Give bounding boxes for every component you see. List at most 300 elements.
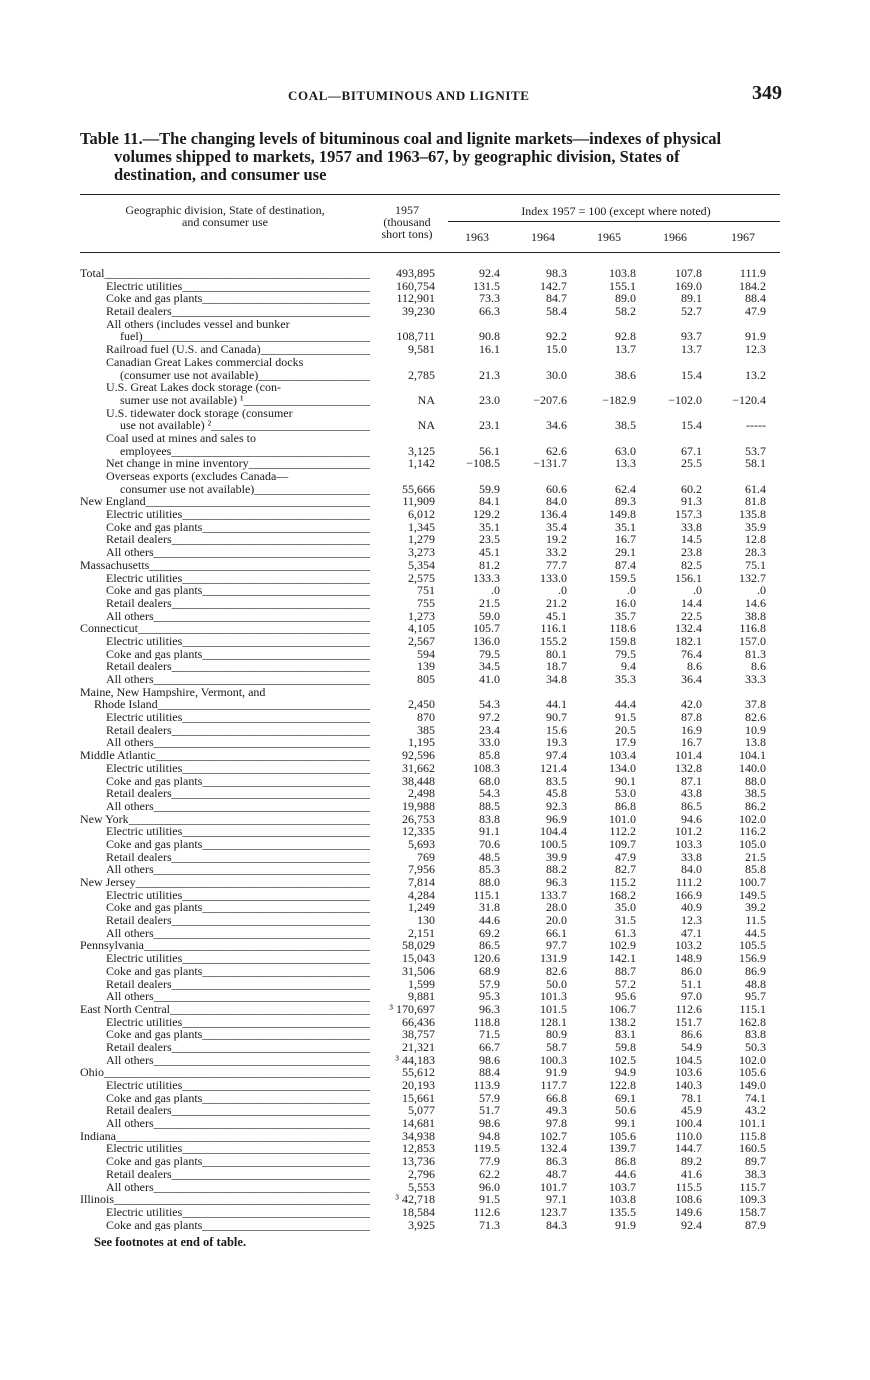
index-1965: 149.8 <box>609 507 636 522</box>
header-geo-line-2: and consumer use <box>182 215 268 229</box>
table-row <box>0 876 870 889</box>
row-label: Massachusetts _____ <box>80 559 370 572</box>
index-1967: 109.3 <box>739 1192 766 1207</box>
index-1966: 157.3 <box>675 507 702 522</box>
index-1967: 14.6 <box>745 595 766 610</box>
table-row <box>0 990 870 1003</box>
row-label: Coke and gas plants _____ <box>106 584 370 597</box>
index-1964: 80.9 <box>546 1027 567 1042</box>
table-row <box>0 521 870 534</box>
index-1963: 81.2 <box>479 557 500 572</box>
index-1963: .0 <box>491 583 500 598</box>
index-1963: 31.8 <box>479 900 500 915</box>
index-1967: 50.3 <box>745 1039 766 1054</box>
index-1967: 158.7 <box>739 1204 766 1219</box>
index-1966: −102.0 <box>668 392 702 407</box>
table-row <box>0 280 870 293</box>
index-1964: 19.2 <box>546 532 567 547</box>
table-row <box>0 267 870 280</box>
index-1966: 54.9 <box>681 1039 702 1054</box>
value-1957: 12,853 <box>402 1141 435 1156</box>
table-row <box>0 432 870 445</box>
value-1957: 5,077 <box>408 1103 435 1118</box>
index-1964: 117.7 <box>540 1078 567 1092</box>
row-label: Electric utilities _____ <box>106 825 370 838</box>
index-1966: 87.1 <box>681 773 702 788</box>
table-row <box>0 1206 870 1219</box>
row-label: Coke and gas plants _____ <box>106 292 370 305</box>
index-1964: 28.0 <box>546 900 567 915</box>
index-1967: 13.2 <box>745 367 766 382</box>
index-1966: 67.1 <box>681 443 702 458</box>
row-label: Coke and gas plants _____ <box>106 1028 370 1041</box>
index-1963: 86.5 <box>479 938 500 953</box>
index-1965: 38.5 <box>615 418 636 433</box>
index-1964: 83.5 <box>546 773 567 788</box>
index-1965: 102.9 <box>609 938 636 953</box>
index-1964: 66.1 <box>546 925 567 940</box>
index-1966: 76.4 <box>681 646 702 661</box>
index-1966: 103.2 <box>675 938 702 953</box>
index-1967: 12.8 <box>745 532 766 547</box>
value-1957: 19,988 <box>402 798 435 813</box>
index-1966: 36.4 <box>681 672 702 686</box>
row-label: Rhode Island _____ <box>94 698 370 711</box>
value-1957: 2,498 <box>408 786 435 801</box>
index-1967: 115.1 <box>739 1001 766 1016</box>
row-label: All others _____ <box>106 673 370 686</box>
index-1963: 98.6 <box>479 1052 500 1067</box>
table-row <box>0 343 870 356</box>
value-1957: 11,909 <box>402 494 435 509</box>
header-1957 <box>368 204 446 240</box>
index-1965: 13.7 <box>615 342 636 357</box>
index-1967: 111.9 <box>739 266 766 280</box>
row-label: East North Central _____ <box>80 1003 370 1016</box>
index-1965: 139.7 <box>609 1141 636 1156</box>
row-label: Retail dealers _____ <box>106 724 370 737</box>
row-label: New York _____ <box>80 813 370 826</box>
value-1957: 112,901 <box>396 291 435 306</box>
index-1967: .0 <box>757 583 766 598</box>
value-1957: 751 <box>417 583 435 598</box>
index-1966: 107.8 <box>675 266 702 280</box>
table-row <box>0 673 870 686</box>
value-1957: 6,012 <box>408 507 435 522</box>
index-1963: 59.9 <box>479 481 500 496</box>
index-1966: 43.8 <box>681 786 702 801</box>
index-1967: 81.8 <box>745 494 766 509</box>
index-1966: 108.6 <box>675 1192 702 1207</box>
index-1963: 91.1 <box>479 824 500 839</box>
header-geographic-division <box>80 204 370 228</box>
index-1967: 10.9 <box>745 722 766 737</box>
index-1963: 97.2 <box>479 710 500 725</box>
row-label: Retail dealers _____ <box>106 305 370 318</box>
index-1965: 83.1 <box>615 1027 636 1042</box>
index-1964: 50.0 <box>546 976 567 991</box>
header-year-1963: 1963 <box>465 230 489 244</box>
index-1964: 155.2 <box>540 633 567 648</box>
index-1965: 87.4 <box>615 557 636 572</box>
index-1967: 8.6 <box>751 659 766 674</box>
table-row <box>0 597 870 610</box>
index-1963: 113.9 <box>473 1078 500 1092</box>
index-1966: 86.6 <box>681 1027 702 1042</box>
value-1957: 20,193 <box>402 1078 435 1092</box>
row-label: Coke and gas plants _____ <box>106 1219 370 1232</box>
index-1966: 25.5 <box>681 456 702 471</box>
index-1965: 31.5 <box>615 913 636 928</box>
index-1967: 101.1 <box>739 1116 766 1131</box>
index-1967: 81.3 <box>745 646 766 661</box>
table-top-rule <box>80 194 780 195</box>
index-1967: 184.2 <box>739 278 766 293</box>
header-year-1966: 1966 <box>663 230 687 244</box>
index-1966: 101.4 <box>675 748 702 763</box>
index-1963: 105.7 <box>473 621 500 636</box>
index-1963: 88.0 <box>479 875 500 889</box>
row-label: Ohio _____ <box>80 1066 370 1079</box>
table-row <box>0 749 870 762</box>
index-1967: 89.7 <box>745 1154 766 1169</box>
index-1967: 48.8 <box>745 976 766 991</box>
row-label: Electric utilities _____ <box>106 952 370 965</box>
index-1963: 35.1 <box>479 519 500 534</box>
row-label: New Jersey _____ <box>80 876 370 889</box>
index-1963: 23.0 <box>479 392 500 407</box>
value-1957: 31,506 <box>402 963 435 978</box>
table-row <box>0 330 870 343</box>
index-1967: 38.3 <box>745 1166 766 1181</box>
index-1966: 89.2 <box>681 1154 702 1169</box>
index-1964: 20.0 <box>546 913 567 928</box>
index-1966: 60.2 <box>681 481 702 496</box>
index-1965: 103.8 <box>609 1192 636 1207</box>
row-label: Retail dealers _____ <box>106 787 370 800</box>
value-1957: 1,279 <box>408 532 435 547</box>
index-1963: 16.1 <box>479 342 500 357</box>
value-1957: 66,436 <box>402 1014 435 1029</box>
index-1966: 92.4 <box>681 1217 702 1232</box>
table-row <box>0 508 870 521</box>
index-1963: 94.8 <box>479 1128 500 1143</box>
index-1965: 135.5 <box>609 1204 636 1219</box>
index-1963: 68.0 <box>479 773 500 788</box>
index-1966: 112.6 <box>675 1001 702 1016</box>
index-1964: 35.4 <box>546 519 567 534</box>
row-label: Total _____ <box>80 267 370 280</box>
index-1964: 88.2 <box>546 862 567 877</box>
index-1965: 20.5 <box>615 722 636 737</box>
index-1964: 30.0 <box>546 367 567 382</box>
row-label: Coke and gas plants _____ <box>106 775 370 788</box>
index-1967: 105.6 <box>739 1065 766 1080</box>
index-1967: 105.0 <box>739 836 766 851</box>
index-1965: 29.1 <box>615 545 636 560</box>
index-1967: 47.9 <box>745 304 766 319</box>
index-1965: 155.1 <box>609 278 636 293</box>
table-row <box>0 787 870 800</box>
row-label: All others _____ <box>106 1054 370 1067</box>
row-label: Coke and gas plants _____ <box>106 1155 370 1168</box>
header-1957-line-2: (thousand <box>383 215 431 229</box>
index-1966: 52.7 <box>681 304 702 319</box>
index-1963: −108.5 <box>466 456 500 471</box>
index-1966: 13.7 <box>681 342 702 357</box>
index-1963: 48.5 <box>479 849 500 864</box>
index-1967: 116.8 <box>739 621 766 636</box>
index-1965: 89.0 <box>615 291 636 306</box>
table-row <box>0 559 870 572</box>
index-1964: 121.4 <box>540 760 567 775</box>
index-1965: 99.1 <box>615 1116 636 1131</box>
value-1957: 493,895 <box>396 266 435 280</box>
caption-line-3: destination, and consumer use <box>114 165 327 184</box>
index-1965: 159.5 <box>609 570 636 585</box>
value-1957: 1,195 <box>408 735 435 750</box>
table-row <box>0 572 870 585</box>
row-label: New England _____ <box>80 495 370 508</box>
index-1964: 116.1 <box>540 621 567 636</box>
table-row <box>0 800 870 813</box>
row-label: Canadian Great Lakes commercial docks <box>106 355 304 369</box>
index-1967: 28.3 <box>745 545 766 560</box>
index-1967: 35.9 <box>745 519 766 534</box>
table-row <box>0 292 870 305</box>
value-1957: 9,881 <box>408 989 435 1004</box>
index-1965: 134.0 <box>609 760 636 775</box>
index-1965: 13.3 <box>615 456 636 471</box>
index-1964: 100.3 <box>540 1052 567 1067</box>
index-1967: 162.8 <box>739 1014 766 1029</box>
index-1965: 88.7 <box>615 963 636 978</box>
index-1964: 97.7 <box>546 938 567 953</box>
index-1964: 90.7 <box>546 710 567 725</box>
value-1957: 5,553 <box>408 1179 435 1194</box>
index-1966: 51.1 <box>681 976 702 991</box>
value-1957: 2,575 <box>408 570 435 585</box>
index-1964: 100.5 <box>540 836 567 851</box>
table-row <box>0 889 870 902</box>
index-1963: 71.3 <box>479 1217 500 1232</box>
index-1963: 85.3 <box>479 862 500 877</box>
index-1967: 53.7 <box>745 443 766 458</box>
index-1967: 156.9 <box>739 951 766 966</box>
index-1964: 84.0 <box>546 494 567 509</box>
row-label: Coke and gas plants _____ <box>106 521 370 534</box>
index-1963: 41.0 <box>479 672 500 686</box>
index-1967: 83.8 <box>745 1027 766 1042</box>
row-label: Retail dealers _____ <box>106 851 370 864</box>
index-1967: 100.7 <box>739 875 766 889</box>
index-1966: 78.1 <box>681 1090 702 1105</box>
value-1957: 2,450 <box>408 697 435 712</box>
index-1966: 82.5 <box>681 557 702 572</box>
index-1965: 94.9 <box>615 1065 636 1080</box>
index-1967: 132.7 <box>739 570 766 585</box>
value-1957: 7,814 <box>408 875 435 889</box>
index-1963: 68.9 <box>479 963 500 978</box>
index-1964: .0 <box>558 583 567 598</box>
index-1966: 22.5 <box>681 608 702 623</box>
index-1966: 103.6 <box>675 1065 702 1080</box>
value-1957: 1,599 <box>408 976 435 991</box>
index-1965: 44.4 <box>615 697 636 712</box>
index-1964: 97.8 <box>546 1116 567 1131</box>
index-1966: .0 <box>693 583 702 598</box>
index-1965: 122.8 <box>609 1078 636 1092</box>
index-1967: 58.1 <box>745 456 766 471</box>
index-1964: 80.1 <box>546 646 567 661</box>
row-label: All others _____ <box>106 1117 370 1130</box>
value-1957: ³ 42,718 <box>395 1192 435 1207</box>
index-1965: 159.8 <box>609 633 636 648</box>
row-label: Electric utilities _____ <box>106 1079 370 1092</box>
index-1963: 91.5 <box>479 1192 500 1207</box>
table-row <box>0 914 870 927</box>
index-1966: 14.4 <box>681 595 702 610</box>
index-1963: 96.3 <box>479 1001 500 1016</box>
table-row <box>0 1168 870 1181</box>
table-row <box>0 762 870 775</box>
index-1963: 115.1 <box>473 887 500 902</box>
row-label: Electric utilities _____ <box>106 762 370 775</box>
value-1957: 4,105 <box>408 621 435 636</box>
value-1957: 755 <box>417 595 435 610</box>
table-row <box>0 686 870 699</box>
index-1965: 35.3 <box>615 672 636 686</box>
value-1957: 55,666 <box>402 481 435 496</box>
index-1963: 57.9 <box>479 1090 500 1105</box>
index-1967: 102.0 <box>739 811 766 826</box>
index-1965: 168.2 <box>609 887 636 902</box>
index-1967: 140.0 <box>739 760 766 775</box>
row-label: Overseas exports (excludes Canada— <box>106 470 289 483</box>
index-1965: 53.0 <box>615 786 636 801</box>
index-1967: 115.8 <box>739 1128 766 1143</box>
index-1965: 89.3 <box>615 494 636 509</box>
table-row <box>0 978 870 991</box>
value-1957: ³ 170,697 <box>389 1001 435 1016</box>
index-1967: 88.4 <box>745 291 766 306</box>
value-1957: 39,230 <box>402 304 435 319</box>
index-1967: 104.1 <box>739 748 766 763</box>
index-1964: 91.9 <box>546 1065 567 1080</box>
table-row <box>0 851 870 864</box>
row-label: sumer use not available) ¹ _____ <box>120 394 370 407</box>
index-1963: 92.4 <box>479 266 500 280</box>
index-1967: 87.9 <box>745 1217 766 1232</box>
index-1965: 59.8 <box>615 1039 636 1054</box>
caption-line-1: Table 11.—The changing levels of bituminous coal and lignite markets—indexes of physical <box>80 129 722 148</box>
index-1967: 44.5 <box>745 925 766 940</box>
row-label: All others _____ <box>106 990 370 1003</box>
index-1963: 136.0 <box>473 633 500 648</box>
index-1966: 33.8 <box>681 849 702 864</box>
table-row <box>0 1028 870 1041</box>
row-label: Electric utilities _____ <box>106 508 370 521</box>
value-1957: 769 <box>417 849 435 864</box>
index-1964: 19.3 <box>546 735 567 750</box>
header-bottom-rule <box>80 252 780 253</box>
index-1963: 23.5 <box>479 532 500 547</box>
index-1967: 115.7 <box>739 1179 766 1194</box>
index-1966: 166.9 <box>675 887 702 902</box>
table-row <box>0 318 870 331</box>
index-1966: 132.4 <box>675 621 702 636</box>
index-1965: 106.7 <box>609 1001 636 1016</box>
index-1965: 62.4 <box>615 481 636 496</box>
index-1967: 157.0 <box>739 633 766 648</box>
index-1966: 115.5 <box>675 1179 702 1194</box>
row-label: All others _____ <box>106 1181 370 1194</box>
index-1966: 41.6 <box>681 1166 702 1181</box>
value-1957: 4,284 <box>408 887 435 902</box>
index-1963: 77.9 <box>479 1154 500 1169</box>
table-row <box>0 457 870 470</box>
value-1957: 13,736 <box>402 1154 435 1169</box>
table-row <box>0 711 870 724</box>
index-1967: 75.1 <box>745 557 766 572</box>
value-1957: 1,273 <box>408 608 435 623</box>
value-1957: NA <box>417 392 435 407</box>
index-1966: 148.9 <box>675 951 702 966</box>
index-1963: 112.6 <box>473 1204 500 1219</box>
index-1965: 91.9 <box>615 1217 636 1232</box>
index-1965: 35.1 <box>615 519 636 534</box>
index-1967: 149.0 <box>739 1078 766 1092</box>
index-1965: 91.5 <box>615 710 636 725</box>
index-1963: 59.0 <box>479 608 500 623</box>
row-label: Retail dealers _____ <box>106 914 370 927</box>
table-row <box>0 584 870 597</box>
row-label: Electric utilities _____ <box>106 1206 370 1219</box>
index-1964: 123.7 <box>540 1204 567 1219</box>
value-1957: 15,043 <box>402 951 435 966</box>
header-index-title: Index 1957 = 100 (except where noted) <box>521 204 711 218</box>
index-1967: 74.1 <box>745 1090 766 1105</box>
row-label: All others _____ <box>106 610 370 623</box>
index-1965: 63.0 <box>615 443 636 458</box>
index-1967: 61.4 <box>745 481 766 496</box>
table-row <box>0 1193 870 1206</box>
row-label: Retail dealers _____ <box>106 660 370 673</box>
index-1965: 86.8 <box>615 1154 636 1169</box>
row-label: All others _____ <box>106 800 370 813</box>
page-number: 349 <box>752 82 782 104</box>
index-1966: 101.2 <box>675 824 702 839</box>
index-1963: 62.2 <box>479 1166 500 1181</box>
index-1965: 50.6 <box>615 1103 636 1118</box>
index-1964: 34.8 <box>546 672 567 686</box>
value-1957: 805 <box>417 672 435 686</box>
header-year-1967: 1967 <box>731 230 755 244</box>
row-label: Electric utilities _____ <box>106 711 370 724</box>
index-1964: 133.0 <box>540 570 567 585</box>
index-1964: 136.4 <box>540 507 567 522</box>
value-1957: 58,029 <box>402 938 435 953</box>
index-1965: 95.6 <box>615 989 636 1004</box>
index-1966: 100.4 <box>675 1116 702 1131</box>
index-1967: ----- <box>746 418 766 433</box>
value-1957: 12,335 <box>402 824 435 839</box>
value-1957: 385 <box>417 722 435 737</box>
index-1967: 38.5 <box>745 786 766 801</box>
table-row <box>0 901 870 914</box>
index-1966: 14.5 <box>681 532 702 547</box>
index-1963: 88.5 <box>479 798 500 813</box>
